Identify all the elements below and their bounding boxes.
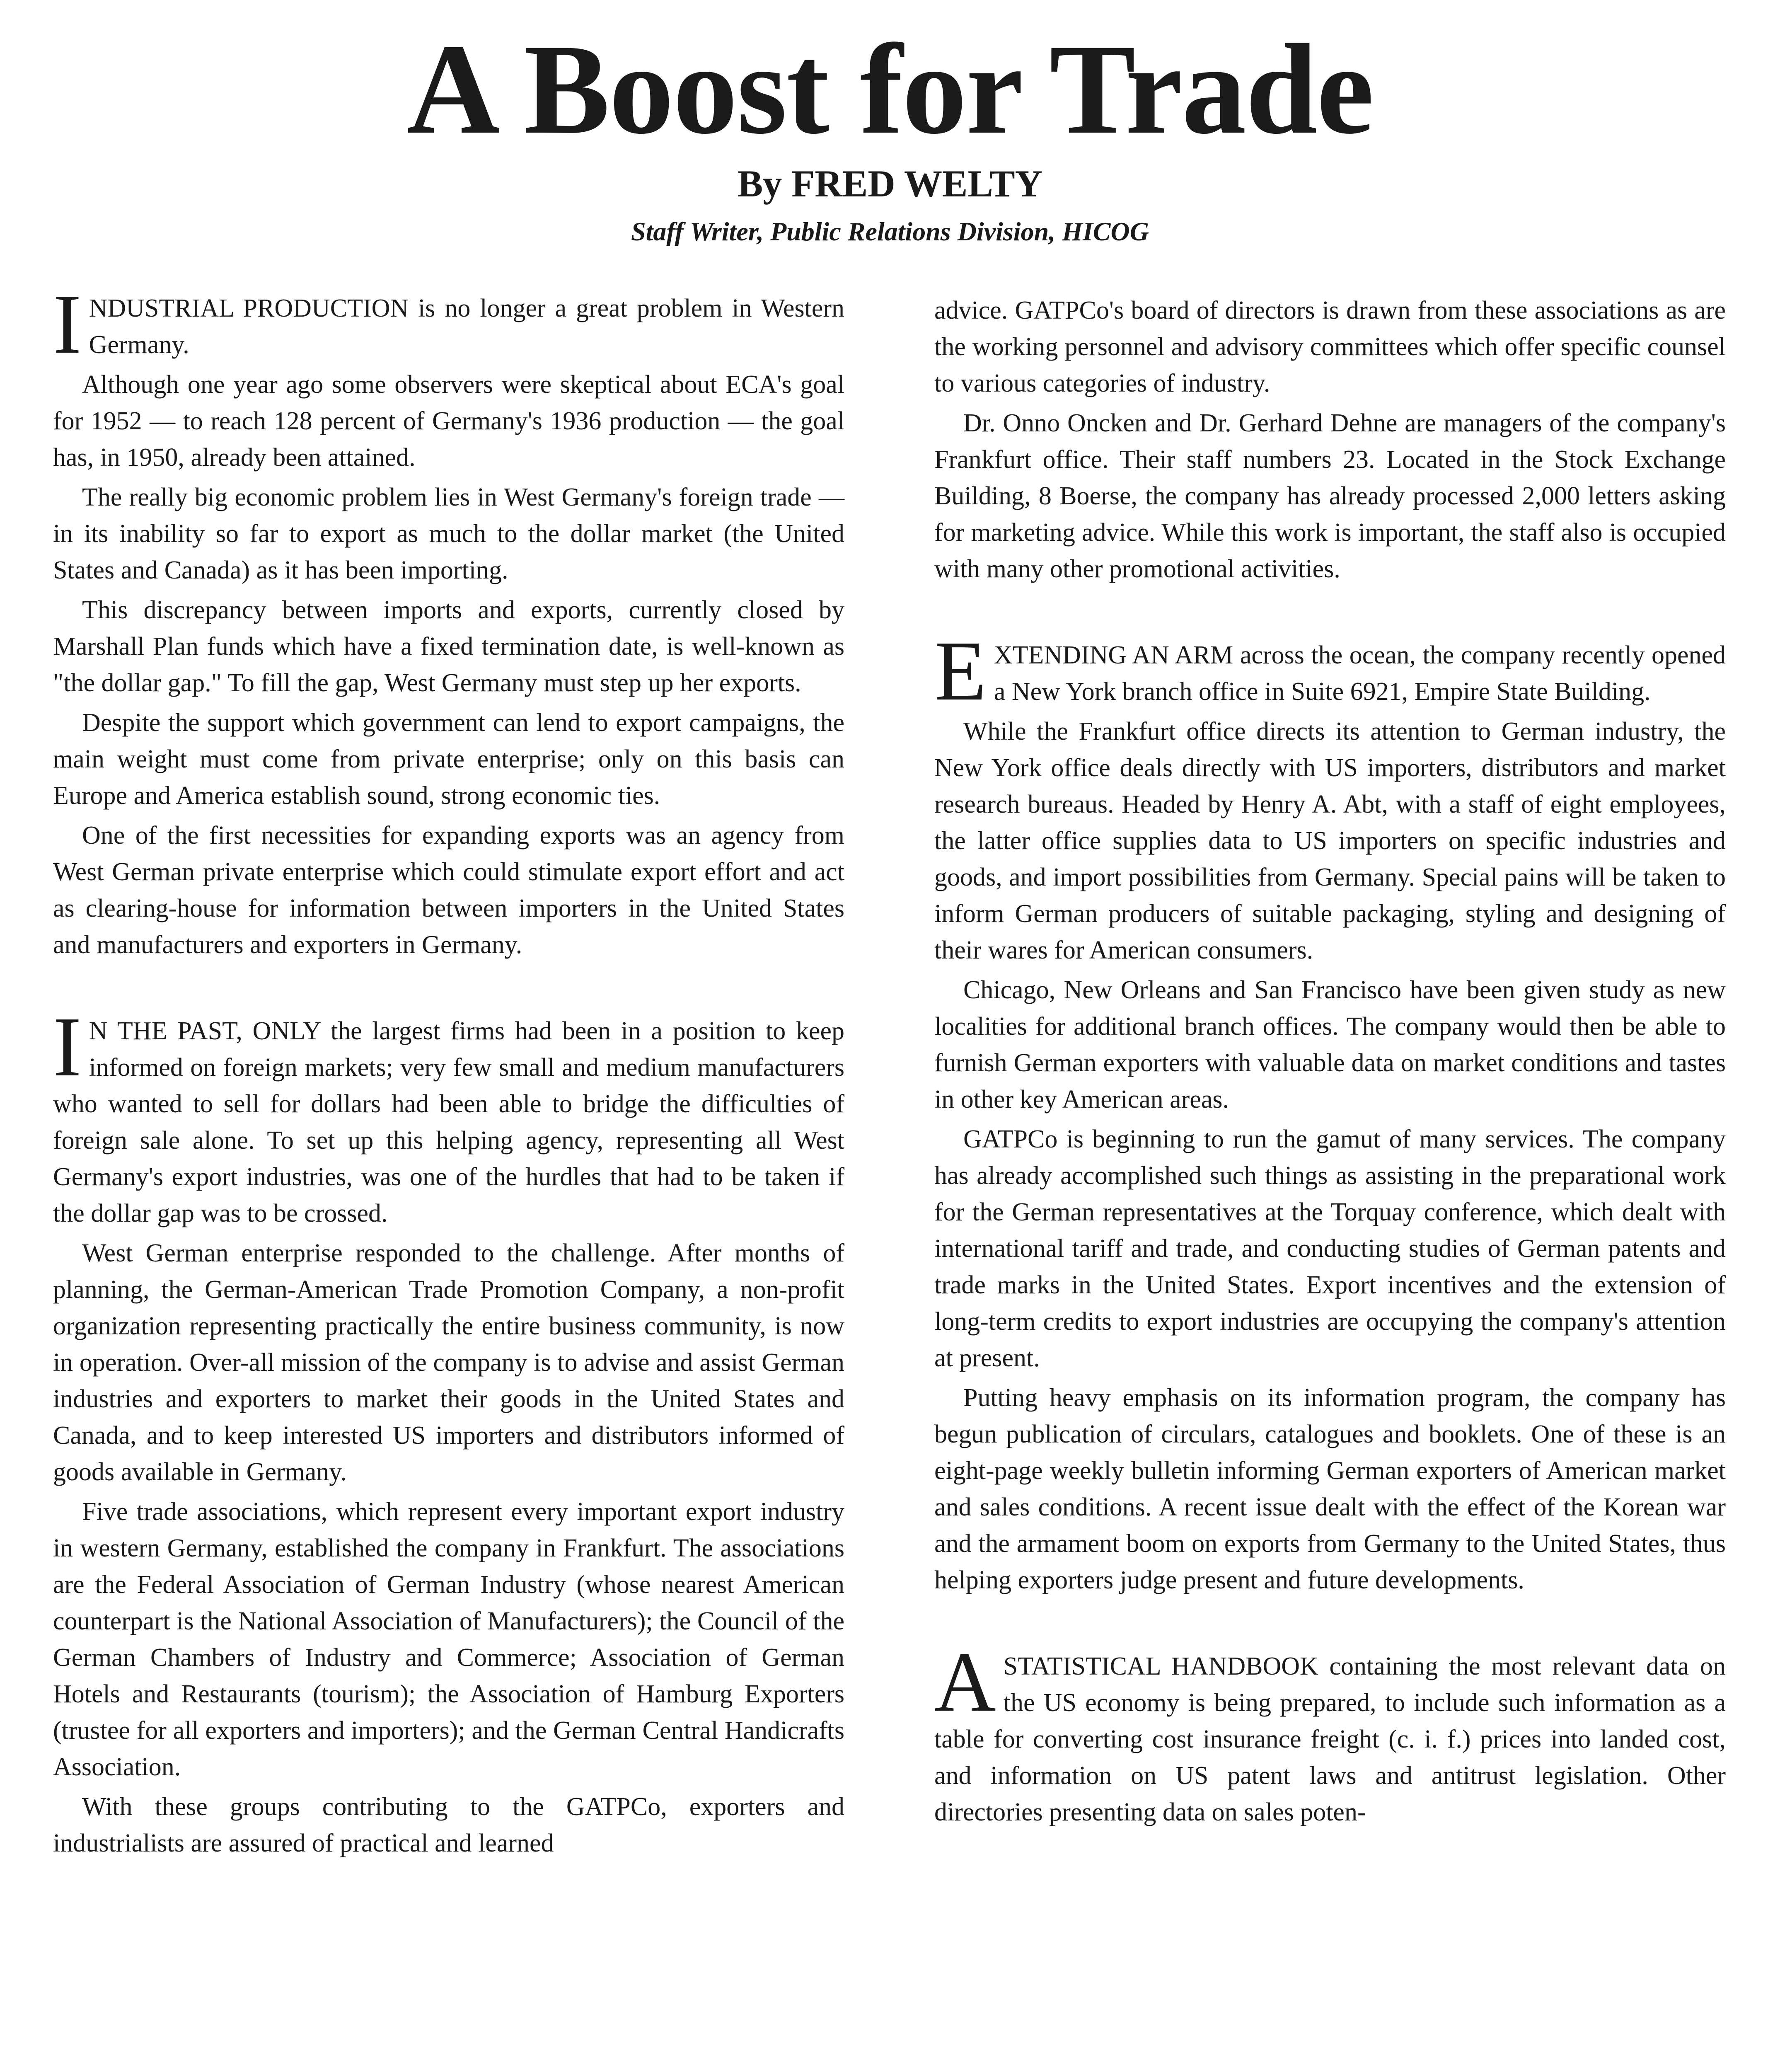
- paragraph: West German enterprise responded to the challenge. After months of planning, the German-American Trade Promotion Company, a non-profit organization representing practically the entire business community, is now in operation. Over-all mission of the company is to advise and assist German industries and exporters to market their goods in the United States and Canada, and to keep interested US importers and distributors informed of goods available in Germany.: [53, 1239, 844, 1486]
- paragraph: [53, 999, 844, 1232]
- paragraph-text: STATISTICAL HANDBOOK containing the most relevant data on the US economy is being prepared, to include such information as a table for converting cost insurance freight (c. i. f.) prices into landed cost, and information on US patent laws and antitrust legislation. Other directories presenting data on sales poten-: [934, 1652, 1726, 1826]
- author-affiliation: Staff Writer, Public Relations Division, HICOG: [631, 217, 1149, 246]
- paragraph: Although one year ago some observers were skeptical about ECA's goal for 1952 — to reach 128 percent of Germany's 1936 production — the goal has, in 1950, already been attained.: [53, 370, 844, 472]
- drop-cap: I: [53, 276, 82, 371]
- paragraph: [53, 276, 844, 371]
- paragraph: This discrepancy between imports and exports, currently closed by Marshall Plan funds which have a fixed termination date, is well-known as "the dollar gap." To fill the gap, West Germany must step up her exports.: [53, 596, 844, 697]
- paragraph: Putting heavy emphasis on its information program, the company has begun publication of circulars, catalogues and booklets. One of these is an eight-page weekly bulletin informing German exporters of American market and sales conditions. A recent issue dealt with the effect of the Korean war and the armament boom on exports from Germany to the United States, thus helping exporters judge present and future developments.: [934, 1384, 1726, 1594]
- left-column: [53, 276, 844, 1865]
- paragraph: One of the first necessities for expanding exports was an agency from West German private enterprise which could stimulate export effort and act as clearing-house for information between importers in the United States and manufacturers and exporters in Germany.: [53, 821, 844, 959]
- article-title: A Boost for Trade: [406, 18, 1374, 161]
- paragraph-text: NDUSTRIAL PRODUCTION is no longer a great problem in Western Germany.: [89, 294, 844, 359]
- right-column: [934, 292, 1726, 1834]
- article-byline: By FRED WELTY: [737, 162, 1043, 205]
- paragraph: The really big economic problem lies in West Germany's foreign trade — in its inability so far to export as much to the dollar market (the United States and Canada) as it has been importing.: [53, 483, 844, 584]
- paragraph: Despite the support which government can lend to export campaigns, the main weight must come from private enterprise; only on this basis can Europe and America establish sound, strong economic ties.: [53, 709, 844, 810]
- paragraph: While the Frankfurt office directs its attention to German industry, the New York office deals directly with US importers, distributors and market research bureaus. Headed by Henry A. Abt, with a staff of eight employees, the latter office supplies data to US importers on specific industries and goods, and import possibilities from Germany. Special pains will be taken to inform German producers of suitable packaging, styling and designing of their wares for American consumers.: [934, 717, 1726, 964]
- paragraph: [934, 623, 1726, 718]
- paragraph-text: XTENDING AN ARM across the ocean, the company recently opened a New York branch office in Suite 6921, Empire State Building.: [994, 641, 1726, 706]
- drop-cap: I: [53, 999, 82, 1094]
- paragraph: GATPCo is beginning to run the gamut of many services. The company has already accomplished such things as assisting in the preparational work for the German representatives at the Torquay conference, which dealt with international tariff and trade, and conducting studies of German patents and trade marks in the United States. Export incentives and the extension of long-term credits to export industries are occupying the company's attention at present.: [934, 1125, 1726, 1372]
- drop-cap: A: [934, 1634, 996, 1729]
- paragraph: Dr. Onno Oncken and Dr. Gerhard Dehne are managers of the company's Frankfurt office. Their staff numbers 23. Located in the Stock Exchange Building, 8 Boerse, the company has already processed 2,000 letters asking for marketing advice. While this work is important, the staff also is occupied with many other promotional activities.: [934, 409, 1726, 583]
- paragraph: With these groups contributing to the GATPCo, exporters and industrialists are assured of practical and learned: [53, 1793, 844, 1857]
- paragraph: [934, 1634, 1726, 1830]
- paragraph: Five trade associations, which represent every important export industry in western Germany, established the company in Frankfurt. The associations are the Federal Association of German Industry (whose nearest American counterpart is the National Association of Manufacturers); the Council of the German Chambers of Industry and Commerce; Association of German Hotels and Restaurants (tourism); the Association of Hamburg Exporters (trustee for all exporters and importers); and the German Central Handicrafts Association.: [53, 1498, 844, 1781]
- drop-cap: E: [934, 623, 987, 718]
- paragraph: Chicago, New Orleans and San Francisco have been given study as new localities for additional branch offices. The company would then be able to furnish German exporters with valuable data on market conditions and tastes in other key American areas.: [934, 976, 1726, 1113]
- paragraph-text: N THE PAST, ONLY the largest firms had been in a position to keep informed on foreign markets; very few small and medium manufacturers who wanted to sell for dollars had been able to bridge the difficulties of foreign sale alone. To set up this helping agency, representing all West Germany's export industries, was one of the hurdles that had to be taken if the dollar gap was to be crossed.: [53, 1017, 844, 1227]
- paragraph: advice. GATPCo's board of directors is drawn from these associations as are the working personnel and advisory committees which offer specific counsel to various categories of industry.: [934, 296, 1726, 397]
